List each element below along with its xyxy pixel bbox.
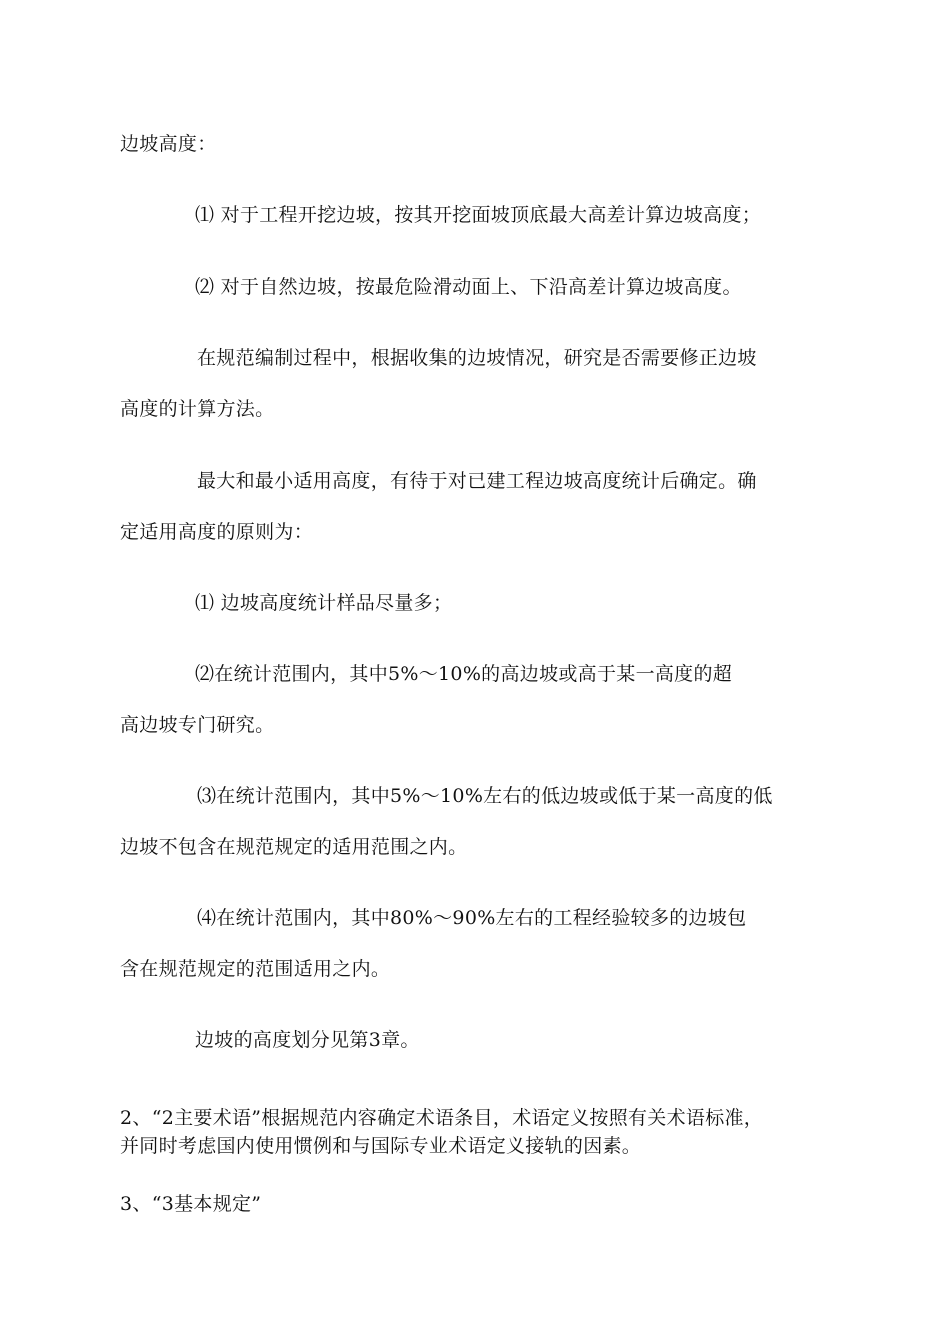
section-heading-line: 2、“2主要术语”根据规范内容确定术语条目，术语定义按照有关术语标准，: [120, 1107, 764, 1129]
paragraph-line: 并同时考虑国内使用惯例和与国际专业术语定义接轨的因素。: [120, 1135, 642, 1157]
paragraph-line: 边坡高度：: [120, 133, 217, 155]
paragraph-line: 在规范编制过程中，根据收集的边坡情况，研究是否需要修正边坡: [197, 347, 757, 369]
list-item-line: ⑵ 对于自然边坡，按最危险滑动面上、下沿高差计算边坡高度。: [195, 276, 742, 298]
list-item-line: ⑷在统计范围内，其中80%〜90%左右的工程经验较多的边坡包: [197, 907, 747, 929]
list-item-line: ⑵在统计范围内，其中5%〜10%的高边坡或高于某一高度的超: [195, 663, 733, 685]
section-heading-line: 3、“3基本规定”: [120, 1193, 262, 1215]
paragraph-line: 定适用高度的原则为：: [120, 521, 314, 543]
paragraph-line: 边坡不包含在规范规定的适用范围之内。: [120, 836, 468, 858]
list-item-line: ⑴ 边坡高度统计样品尽量多；: [195, 592, 453, 614]
paragraph-line: 含在规范规定的范围适用之内。: [120, 958, 391, 980]
list-item-line: ⑶在统计范围内，其中5%〜10%左右的低边坡或低于某一高度的低: [197, 785, 773, 807]
paragraph-line: 最大和最小适用高度，有待于对已建工程边坡高度统计后确定。确: [197, 470, 757, 492]
paragraph-line: 边坡的高度划分见第3章。: [195, 1029, 420, 1051]
paragraph-line: 高边坡专门研究。: [120, 714, 275, 736]
list-item-line: ⑴ 对于工程开挖边坡，按其开挖面坡顶底最大高差计算边坡高度；: [195, 204, 762, 226]
paragraph-line: 高度的计算方法。: [120, 398, 275, 420]
